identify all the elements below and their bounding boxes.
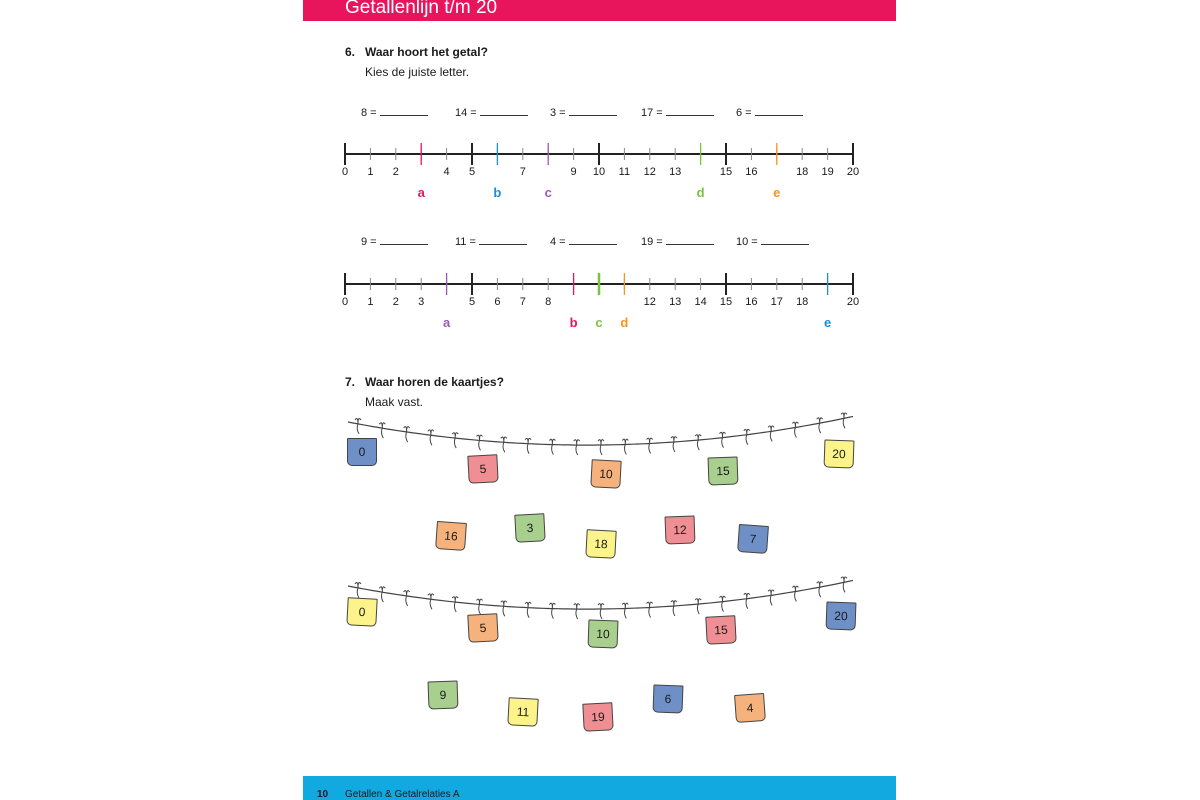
clothespin [574, 440, 580, 455]
hanging-card: 20 [824, 439, 855, 468]
tick-label: 20 [846, 296, 860, 308]
marker-letter-b: b [493, 185, 502, 200]
answer-blank[interactable] [569, 234, 617, 245]
marker-letter-d: d [696, 185, 705, 200]
tick-label: 15 [719, 296, 733, 308]
tick-label: 5 [468, 166, 476, 178]
hanging-card: 20 [826, 601, 857, 630]
clothespin [452, 597, 458, 612]
answer-blank[interactable] [380, 234, 428, 245]
clothespin [671, 437, 677, 452]
clothespin [428, 430, 434, 445]
clothespin [452, 433, 458, 448]
answer-prompt: 4 = [550, 234, 617, 248]
answer-prompt: 14 = [455, 105, 528, 119]
hanging-card: 15 [705, 615, 736, 645]
tick-label: 18 [796, 296, 809, 308]
exercise-7-number: 7. [345, 375, 356, 389]
tick-label: 18 [796, 166, 809, 178]
clothespin [817, 418, 823, 433]
hanging-card: 10 [588, 619, 619, 648]
marker-letter-e: e [823, 315, 832, 330]
clothespin [574, 604, 580, 619]
clothespin [622, 439, 628, 454]
clothespin [720, 432, 726, 447]
clothespin [792, 586, 798, 601]
worksheet-page [303, 0, 896, 800]
clothespin [525, 438, 531, 453]
exercise-6-instruction: Kies de juiste letter. [365, 65, 470, 79]
tick-label: 6 [494, 296, 501, 308]
marker-letter-a: a [442, 315, 451, 330]
loose-card[interactable]: 9 [428, 680, 459, 709]
clothespin [817, 582, 823, 597]
answer-prompt: 17 = [641, 105, 714, 119]
tick-label: 0 [341, 166, 349, 178]
loose-card[interactable]: 6 [653, 684, 684, 713]
tick-label: 11 [618, 166, 631, 178]
answer-prompt: 3 = [550, 105, 617, 119]
answer-prompt: 11 = [455, 234, 527, 248]
clothespin [622, 603, 628, 618]
tick-label: 13 [669, 166, 682, 178]
marker-letter-d: d [620, 315, 629, 330]
clothespin [744, 593, 750, 608]
answer-blank[interactable] [480, 105, 528, 116]
answer-prompt: 8 = [361, 105, 428, 119]
clothespin [744, 429, 750, 444]
hanging-card: 10 [590, 459, 621, 489]
tick-label: 2 [392, 166, 399, 178]
answer-prompt: 19 = [641, 234, 714, 248]
tick-label: 1 [367, 166, 374, 178]
tick-label: 9 [570, 166, 577, 178]
tick-label: 7 [519, 166, 526, 178]
answer-prompt: 9 = [361, 234, 428, 248]
page-number: 10 [317, 789, 329, 800]
page-title: Getallenlijn t/m 20 [345, 0, 498, 18]
tick-label: 19 [821, 166, 834, 178]
exercise-7-title: Waar horen de kaartjes? [365, 375, 504, 389]
clothespin [355, 419, 361, 434]
footer-band [303, 776, 896, 800]
answer-blank[interactable] [761, 234, 809, 245]
tick-label: 2 [392, 296, 399, 308]
loose-card[interactable]: 18 [585, 529, 616, 559]
tick-label: 0 [341, 296, 349, 308]
answer-blank[interactable] [380, 105, 428, 116]
clothespin [720, 596, 726, 611]
marker-letter-e: e [773, 185, 781, 200]
clothespin [379, 587, 385, 602]
clothespin [379, 423, 385, 438]
clothespin [647, 438, 653, 453]
clothespin [477, 599, 483, 614]
tick-label: 16 [745, 296, 758, 308]
clothespin [598, 604, 604, 619]
tick-label: 20 [846, 166, 860, 178]
tick-label: 12 [643, 296, 656, 308]
loose-card[interactable]: 7 [737, 524, 769, 554]
clothespin [501, 437, 507, 452]
clothespin [768, 590, 774, 605]
clothespin [404, 427, 410, 442]
answer-blank[interactable] [666, 105, 714, 116]
marker-letter-c: c [544, 185, 552, 200]
exercise-7-instruction: Maak vast. [365, 395, 424, 409]
marker-letter-a: a [417, 185, 425, 200]
hanging-card: 5 [467, 613, 498, 643]
answer-blank[interactable] [755, 105, 803, 116]
tick-label: 15 [719, 166, 733, 178]
tick-label: 1 [367, 296, 374, 308]
tick-label: 3 [418, 296, 425, 308]
clothespin [477, 435, 483, 450]
tick-label: 14 [694, 296, 707, 308]
loose-card[interactable]: 16 [435, 521, 467, 551]
marker-letter-c: c [595, 315, 603, 330]
loose-card[interactable]: 19 [582, 702, 613, 732]
clothespin [549, 439, 555, 454]
answer-blank[interactable] [479, 234, 527, 245]
hanging-card: 15 [708, 456, 739, 485]
clothespin [695, 599, 701, 614]
clothespin [695, 435, 701, 450]
loose-card[interactable]: 11 [507, 697, 538, 727]
garland-string [303, 0, 896, 80]
tick-label: 7 [519, 296, 526, 308]
loose-card[interactable]: 3 [514, 513, 545, 543]
marker-letter-b: b [569, 315, 578, 330]
answer-prompt: 6 = [736, 105, 803, 119]
clothespin [647, 602, 653, 617]
footer-title: Getallen & Getalrelaties A [345, 789, 460, 800]
hanging-card: 5 [467, 454, 498, 484]
tick-label: 5 [468, 296, 476, 308]
clothespin [768, 426, 774, 441]
answer-blank[interactable] [569, 105, 617, 116]
clothespin [501, 601, 507, 616]
clothespin [549, 603, 555, 618]
clothespin [841, 577, 847, 592]
clothespin [525, 602, 531, 617]
hanging-card: 0 [347, 438, 377, 466]
answer-blank[interactable] [666, 234, 714, 245]
tick-label: 17 [770, 296, 783, 308]
clothespin [404, 591, 410, 606]
tick-label: 12 [643, 166, 656, 178]
clothespin [841, 413, 847, 428]
clothespin [598, 440, 604, 455]
tick-label: 4 [443, 166, 450, 178]
clothespin [355, 583, 361, 598]
loose-card[interactable]: 4 [734, 693, 766, 723]
tick-label: 10 [592, 166, 606, 178]
clothespin [428, 594, 434, 609]
tick-label: 8 [545, 296, 552, 308]
answer-prompt: 10 = [736, 234, 809, 248]
exercise-6-title: Waar hoort het getal? [365, 45, 488, 59]
exercise-6-number: 6. [345, 45, 356, 59]
hanging-card: 0 [346, 597, 377, 627]
clothespin [792, 422, 798, 437]
tick-label: 16 [745, 166, 758, 178]
tick-label: 13 [669, 296, 682, 308]
clothespin [671, 601, 677, 616]
loose-card[interactable]: 12 [665, 515, 696, 544]
